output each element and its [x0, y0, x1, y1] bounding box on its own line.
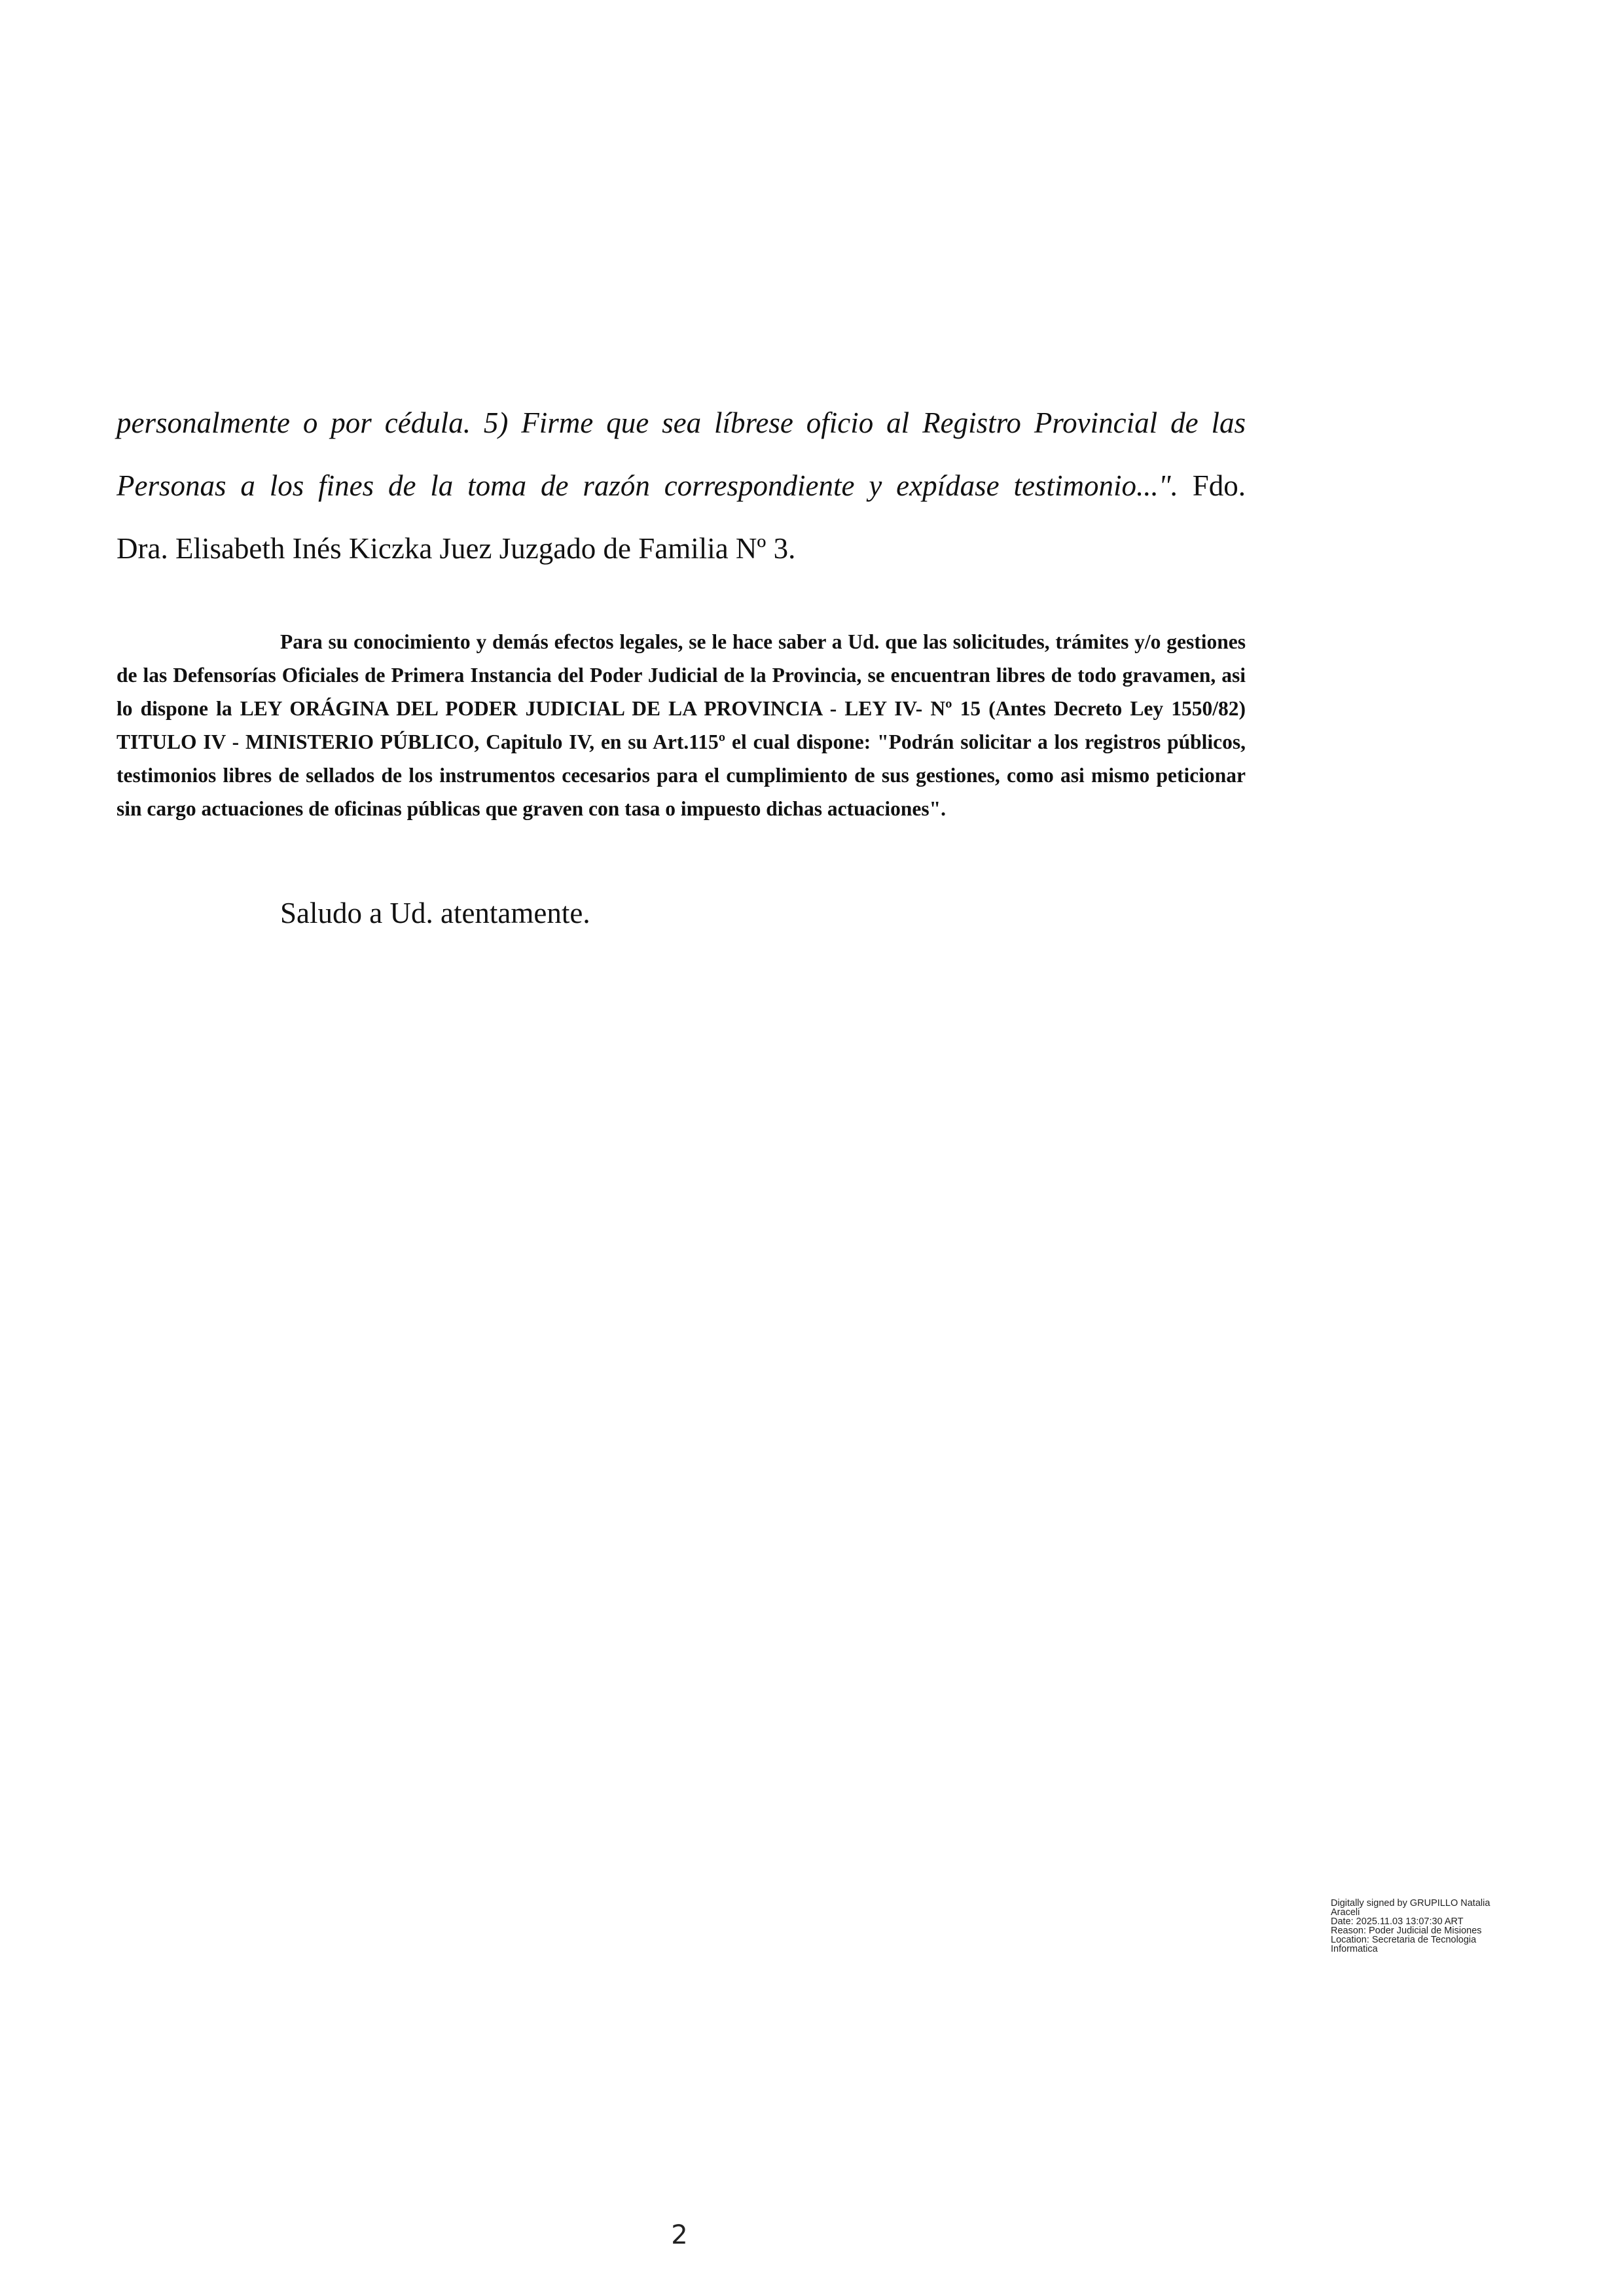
body-line-2: [117, 454, 1246, 517]
signature-line-6: Informatica: [1331, 1944, 1378, 1954]
digital-signature-stamp: [1331, 1899, 1527, 1954]
page-number: 2: [671, 2220, 688, 2250]
legal-notice: Para su conocimiento y demás efectos legales, se le hace saber a Ud. que las solicitudes, trámites y/o gestiones de las Defensorías Oficiales de Primera Instancia del Poder Judicial de la Provincia, se encuentran libres de todo gravamen, asi lo dispone la LEY ORÁGINA DEL PODER JUDICIAL DE LA PROVINCIA - LEY IV- Nº 15 (Antes Decreto Ley 1550/82) TITULO IV - MINISTERIO PÚBLICO, Capitulo IV, en su Art.115º el cual dispone: "Podrán solicitar a los registros públicos, testimonios libres de sellados de los instrumentos cecesarios para el cumplimiento de sus gestiones, como asi mismo peticionar sin cargo actuaciones de oficinas públicas que graven con tasa o impuesto dichas actuaciones".: [117, 630, 1246, 820]
body-line-2-regular: Fdo.: [1178, 469, 1246, 502]
body-paragraph: [117, 391, 1246, 580]
signature-line-3: Date: 2025.11.03 13:07:30 ART: [1331, 1916, 1464, 1927]
signature-line-5: Location: Secretaria de Tecnologia: [1331, 1935, 1477, 1945]
closing-salutation: Saludo a Ud. atentamente.: [280, 897, 590, 929]
signature-line-1: Digitally signed by GRUPILLO Natalia: [1331, 1898, 1490, 1909]
signature-line-2: Araceli: [1331, 1907, 1360, 1918]
body-line-3: Dra. Elisabeth Inés Kiczka Juez Juzgado de Familia Nº 3.: [117, 532, 796, 565]
signature-line-4: Reason: Poder Judicial de Misiones: [1331, 1926, 1482, 1936]
body-line-1: [117, 391, 1246, 454]
body-line-2-italic: Personas a los fines de la toma de razón correspondiente y expídase testimonio...".: [117, 469, 1178, 502]
body-line-1-text: personalmente o por cédula. 5) Firme que sea líbrese oficio al Registro Provincial de las: [117, 406, 1246, 439]
